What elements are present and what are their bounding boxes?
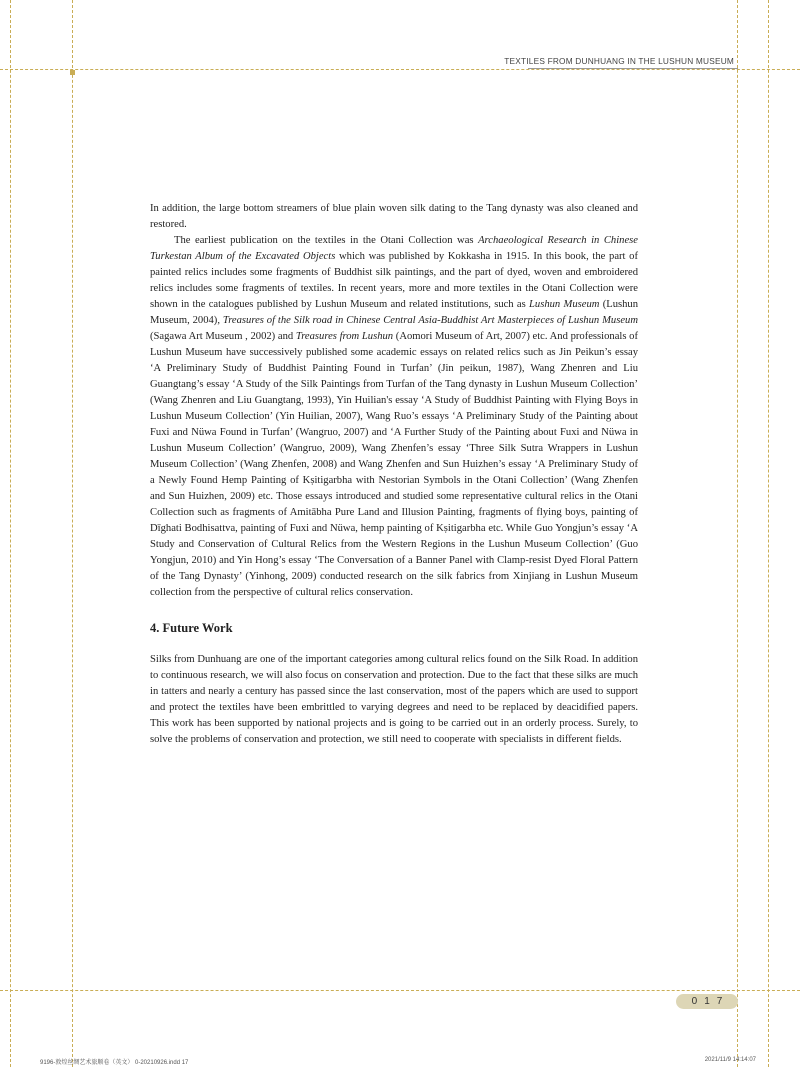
paragraph-3: Silks from Dunhuang are one of the important categories among cultural relics found on the Silk Road. In addition to continuous research, we will also focus on conservation and protection. Due to the fact that these silks are much in tatters and nearly a century has passed since the last conservation, most of the papers which are used to support and protect the textiles have been embrittled to varying degrees and need to be replaced by deacidified papers. This work has been supported by national projects and is going to be carried out in an orderly process. Surely, to solve the problems of conservation and protection, we still need to cooperate with specialists in different fields. — [150, 654, 638, 745]
body-text — [150, 201, 638, 748]
left-guide-line-outer — [10, 0, 11, 1067]
bottom-guide-line — [0, 990, 800, 991]
top-guide-line — [0, 69, 800, 70]
left-guide-line-inner — [72, 0, 73, 1067]
running-head-rule — [528, 68, 738, 69]
paragraph-2 — [150, 233, 638, 601]
paragraph-2-text-3: (Lushun Museum, 2004), — [150, 299, 639, 326]
section-heading: 4. Future Work — [150, 621, 233, 635]
paragraph-2-title-4: Treasures from Lushun — [295, 331, 394, 342]
paragraph-2-title-1: Archaeological Research in Chinese Turkestan Album of the Excavated Objects — [150, 235, 638, 262]
paragraph-1: In addition, the large bottom streamers of blue plain woven silk dating to the Tang dynasty was also cleaned and restored. — [150, 203, 638, 230]
slug-left: 9196-敦煌丝绸艺术旅顺卷（英文） 0-20210926.indd 17 — [40, 1060, 189, 1066]
running-head: TEXTILES FROM DUNHUANG IN THE LUSHUN MUSEUM — [504, 56, 734, 66]
slug-right: 2021/11/9 14:14:07 — [704, 1057, 756, 1063]
paragraph-2-text-2: which was published by Kokkasha in 1915. In this book, the part of painted relics includes some fragments of Buddhist silk paintings, and the part of dyed, woven and embroidered relics includes some fragments of textiles. In recent years, more and more textiles in the Otani Collection were shown in the catalogues published by Lushun Museum and related institutions, such as — [150, 251, 638, 310]
paragraph-2-title-2: Lushun Museum — [529, 299, 600, 310]
paragraph-2-text-4: (Sagawa Art Museum , 2002) and — [150, 331, 296, 342]
right-guide-line-outer — [768, 0, 769, 1067]
corner-marker — [70, 70, 75, 75]
right-guide-line-inner — [737, 0, 738, 1067]
page-number: 017 — [676, 994, 738, 1009]
paragraph-2-title-3: Treasures of the Silk road in Chinese Central Asia-Buddhist Art Masterpieces of Lushun Museum — [222, 315, 638, 326]
paragraph-2-text-5: (Aomori Museum of Art, 2007) etc. And professionals of Lushun Museum have successively published some academic essays on related relics such as Jin Peikun’s essay ‘A Preliminary Study of Buddhist Painting Found in Turfan’ (Jin peikun, 1987), Wang Zhenren and Liu Guangtang’s essay ‘A Study of the Silk Paintings from Turfan of the Tang dynasty in Lushun Museum Collection’ (Wang Zhenren and Liu Guangtang, 1993), Yin Huilian's essay ‘A Study of Buddhist Painting with Flying Boys in Lushun Museum Collection’ (Yin Huilian, 2007), Wang Ruo’s essays ‘A Preliminary Study of the Painting about Fuxi and Nüwa Found in Turfan’ (Wangruo, 2007) and ‘A Further Study of the Painting about Fuxi and Nüwa in Lushun Museum Collection’ (Wangruo, 2009), Wang Zhenfen’s essay ‘Three Silk Sutra Wrappers in Lushun Museum Collection’ (Wang Zhenfen, 2008) and Wang Zhenfen and Sun Huizhen’s essay ‘A Preliminary Study of a Newly Found Hemp Painting of Kṣitigarbha with Nestorian Symbols in the Otani Collection’ (Wang Zhenfen and Sun Huizhen, 2009) etc. Those essays introduced and studied some representative cultural relics in the Otani Collection such as fragments of Amitābha Pure Land and Illusion Painting, fragments of flying boys, painting of Dīghati Bodhisattva, painting of Fuxi and Nüwa, hemp painting of Kṣitigarbha etc. While Guo Yongjun’s essay ‘A Study and Conservation of Cultural Relics from the Western Regions in the Lushun Museum Collection’ (Guo Yongjun, 2010) and Yin Hong’s essay ‘The Conversation of a Banner Panel with Clamp-resist Dyed Floral Pattern of the Tang Dynasty’ (Yinhong, 2009) conducted research on the silk fabrics from Xinjiang in Lushun Museum collection from the perspective of cultural relics conservation. — [150, 331, 638, 598]
paragraph-2-text-1: The earliest publication on the textiles in the Otani Collection was — [174, 235, 479, 246]
